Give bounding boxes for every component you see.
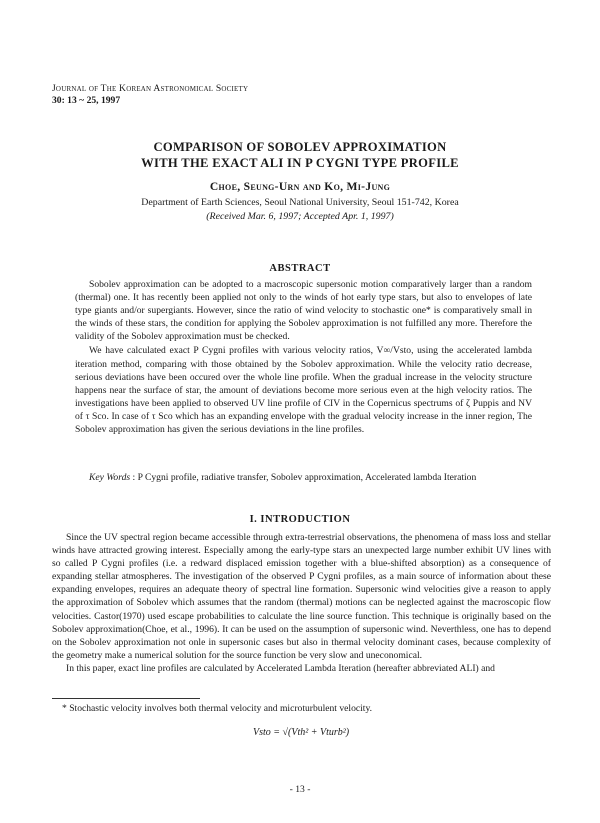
intro-paragraph-1: Since the UV spectral region became accessible through extra-terrestrial observations, the phenomena of mass loss and stellar winds have attracted growing interest. Especially among the early-type stars an unexpected large number exhibit UV lines with so called P Cygni profiles (i.e. a redward displaced emission together with a blue-shifted absorption) as a consequence of expanding stellar atmospheres. The investigation of the observed P Cygni profiles, as a main source of information about these expanding envelopes, requires an adequate theory of spectral line formation. Supersonic wind velocities give a reason to apply the approximation of Sobolev which assumes that the random (thermal) motions can be neglected against the macroscopic flow velocities. Castor(1970) used escape probabilities to calculate the line source function. This technique is originally based on the Sobolev approximation(Choe, et al., 1996). It can be used on the assumption of supersonic wind. Neverthless, one has to depend on the Sobolev approximation not onle in supersonic cases but also in thermal velocity dominant cases, because complexity of the geometry make a numerical solution for the source function be very slow and uneconomical.: [52, 532, 551, 661]
title-line-1: COMPARISON OF SOBOLEV APPROXIMATION: [153, 140, 447, 154]
page-number: - 13 -: [289, 784, 311, 795]
intro-paragraph-2: In this paper, exact line profiles are calculated by Accelerated Lambda Iteration (hereafter abbreviated ALI) and: [66, 662, 495, 674]
intro-heading: I. INTRODUCTION: [249, 514, 351, 525]
footnote: * Stochastic velocity involves both thermal velocity and microturbulent velocity.: [62, 703, 373, 714]
keywords-text: : P Cygni profile, radiative transfer, Sobolev approximation, Accelerated lambda Iteration: [132, 472, 477, 483]
received-dates: (Received Mar. 6, 1997; Accepted Apr. 1, 1997): [206, 210, 394, 222]
abstract-paragraph-1: Sobolev approximation can be adopted to a macroscopic supersonic motion comparatively larger than a random (thermal) one. It has recently been applied not only to the winds of hot early type stars, but also to envelopes of late type giants and/or supergiants. However, since the ratio of wind velocity to stochastic one* is comparatively small in the winds of these stars, the condition for applying the Sobolev approximation is not fulfilled any more. Therefore the validity of the Sobolev approximation must be checked.: [75, 279, 532, 343]
abstract-heading: ABSTRACT: [269, 263, 331, 274]
keywords-label: Key Words: [89, 472, 131, 483]
journal-volume: 30: 13 ~ 25, 1997: [52, 94, 121, 106]
journal-name: Journal of The Korean Astronomical Society: [52, 83, 249, 94]
paper-title: [0, 139, 600, 171]
affiliation: Department of Earth Sciences, Seoul National University, Seoul 151-742, Korea: [141, 197, 459, 208]
abstract-paragraph-2: We have calculated exact P Cygni profiles with various velocity ratios, V∞/Vsto, using the accelerated lambda iteration method, comparing with those obtained by the Sobolev approximation. While the velocity ratio decrease, serious deviations have been occured over the whole line profile. When the gradual increase in the velocity structure happens near the surface of star, the amount of deviations become more serious even at the high velocity ratios. The investigations have been applied to observed UV line profile of CIV in the Copernicus spectrums of ζ Puppis and NV of τ Sco. In case of τ Sco which has an expanding envelope with the gradual velocity increase in the inner region, The Sobolev approximation has given the serious deviations in the line profiles.: [75, 345, 532, 436]
keywords: [89, 472, 476, 483]
abstract-body: [75, 278, 532, 436]
affiliation-block: [0, 196, 600, 223]
intro-body: [52, 531, 551, 675]
footnote-rule: [52, 698, 200, 699]
velocity-equation: Vsto = √(Vth² + Vturb²): [253, 727, 350, 738]
title-line-2: WITH THE EXACT ALI IN P CYGNI TYPE PROFILE: [141, 156, 459, 170]
authors: Choe, Seung-Urn and Ko, Mi-Jung: [209, 180, 391, 193]
journal-header: [52, 83, 248, 106]
